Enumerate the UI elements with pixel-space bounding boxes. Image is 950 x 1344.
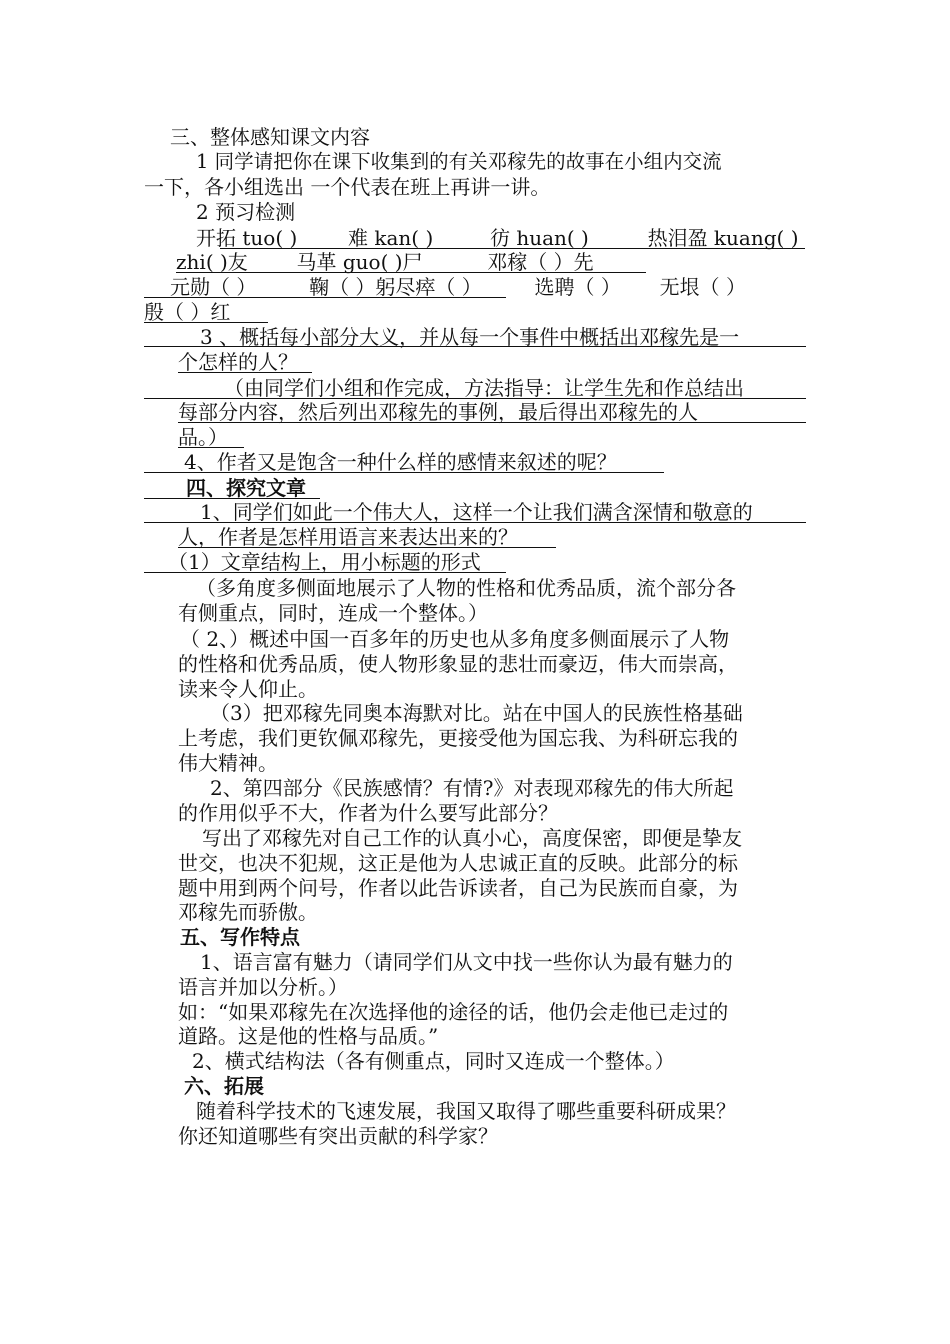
method-line-3: 品。） <box>178 425 228 449</box>
item-2-heading: 2 预习检测 <box>196 200 296 224</box>
underline-rule <box>144 322 268 323</box>
pinyin-item: 难 kan( ) <box>348 226 434 250</box>
extension-line-1: 随着科学技术的飞速发展，我国又取得了哪些重要科研成果？ <box>196 1099 736 1123</box>
point-3-body-2: 上考虑，我们更钦佩邓稼先，更接受他为国忘我、为科研忘我的 <box>178 726 738 750</box>
item-1-line-1: 1 同学请把你在课下收集到的有关邓稼先的故事在小组内交流 <box>196 150 722 173</box>
point-3-body-3: 伟大精神。 <box>178 751 278 775</box>
point-1-body-2: 有侧重点，同时，连成一个整体。） <box>178 601 488 625</box>
answer-2-line-1: 写出了邓稼先对自己工作的认真小心，高度保密，即便是挚友 <box>202 826 742 850</box>
question-1-line-2: 人，作者是怎样用语言来表达出来的？ <box>178 525 518 549</box>
point-2-body-2: 的性格和优秀品质，使人物形象显的悲壮而豪迈，伟大而崇高， <box>178 652 738 676</box>
pinyin-item: zhi( )友 <box>176 250 248 274</box>
method-line-2: 每部分内容，然后列出邓稼先的事例，最后得出邓稼先的人 <box>178 400 698 424</box>
question-1-line-1: 1、同学们如此一个伟大人，这样一个让我们满含深情和敬意的 <box>200 500 753 524</box>
answer-2-line-3: 题中用到两个问号，作者以此告诉读者，自己为民族而自豪，为 <box>178 876 738 900</box>
point-1-title: （1）文章结构上，用小标题的形式 <box>168 550 481 574</box>
extension-line-2: 你还知道哪些有突出贡献的科学家？ <box>178 1124 498 1148</box>
question-2-line-2: 的作用似乎不大，作者为什么要写此部分？ <box>178 801 558 825</box>
feature-1-line-2: 语言并加以分析。） <box>178 975 348 999</box>
underline-rule <box>144 472 664 473</box>
answer-2-line-2: 世交，也决不犯规，这正是他为人忠诚正直的反映。此部分的标 <box>178 851 738 875</box>
section-6-heading: 六、拓展 <box>184 1074 264 1098</box>
pinyin-item: 热泪盈 kuang( ) <box>647 226 799 250</box>
pinyin-row-4: 殷（ ）红 <box>144 300 231 324</box>
section-4-heading: 四、探究文章 <box>186 476 306 500</box>
example-line-1: 如：“如果邓稼先在次选择他的途径的话，他仍会走他已走过的 <box>178 1000 729 1024</box>
point-1-body-1: （多角度多侧面地展示了人物的性格和优秀品质，流个部分各 <box>196 576 736 600</box>
question-2-line-1: 2、第四部分《民族感情？有情?》对表现邓稼先的伟大所起 <box>210 776 734 800</box>
feature-1-line-1: 1、语言富有魅力（请同学们从文中找一些你认为最有魅力的 <box>200 950 733 974</box>
underline-rule <box>144 522 806 523</box>
underline-rule <box>144 572 506 573</box>
section-5-heading: 五、写作特点 <box>180 925 300 949</box>
underline-rule <box>178 447 244 448</box>
pinyin-row-1 <box>196 226 799 250</box>
pinyin-item: 开拓 tuo( ) <box>196 226 298 250</box>
pinyin-row-3 <box>170 275 746 299</box>
underline-rule <box>178 547 556 548</box>
item-3-line-1: 3 、概括每小部分大义，并从每一个事件中概括出邓稼先是一 <box>200 325 740 349</box>
point-2-body-1: （ 2、）概述中国一百多年的历史也从多角度多侧面展示了人物 <box>180 627 730 651</box>
method-line-1: （由同学们小组和作完成，方法指导：让学生先和作总结出 <box>224 376 744 400</box>
pinyin-item: 马革 guo( )尸 <box>296 250 423 274</box>
pinyin-item: 鞠（ ）躬尽瘁（ ） <box>309 275 482 299</box>
pinyin-item: 彷 huan( ) <box>489 226 589 250</box>
underline-rule <box>178 372 312 373</box>
feature-2-line: 2、横式结构法（各有侧重点，同时又连成一个整体。） <box>192 1049 675 1073</box>
underline-rule <box>144 346 806 347</box>
underline-rule <box>144 498 320 499</box>
point-2-body-3: 读来令人仰止。 <box>178 677 318 701</box>
item-3-line-2: 个怎样的人？ <box>178 350 298 374</box>
pinyin-item: 邓稼（ ）先 <box>487 250 594 274</box>
pinyin-item: 选聘（ ） <box>534 275 621 299</box>
pinyin-item: 无垠（ ） <box>659 275 746 299</box>
underline-rule <box>144 297 506 298</box>
underline-rule <box>144 398 806 399</box>
item-1-line-2: 一下，各小组选出 一个代表在班上再讲一讲。 <box>144 175 551 199</box>
answer-2-line-4: 邓稼先而骄傲。 <box>178 900 318 924</box>
underline-rule <box>220 248 805 249</box>
pinyin-item: 元勋（ ） <box>170 275 257 299</box>
underline-rule <box>176 272 646 273</box>
item-4-line: 4、作者又是饱含一种什么样的感情来叙述的呢？ <box>184 450 617 474</box>
underline-rule <box>178 422 806 423</box>
section-3-heading: 三、整体感知课文内容 <box>170 125 370 149</box>
example-line-2: 道路。这是他的性格与品质。” <box>178 1024 439 1048</box>
point-3-body-1: （3）把邓稼先同奥本海默对比。站在中国人的民族性格基础 <box>210 701 743 725</box>
pinyin-row-2 <box>176 250 594 274</box>
